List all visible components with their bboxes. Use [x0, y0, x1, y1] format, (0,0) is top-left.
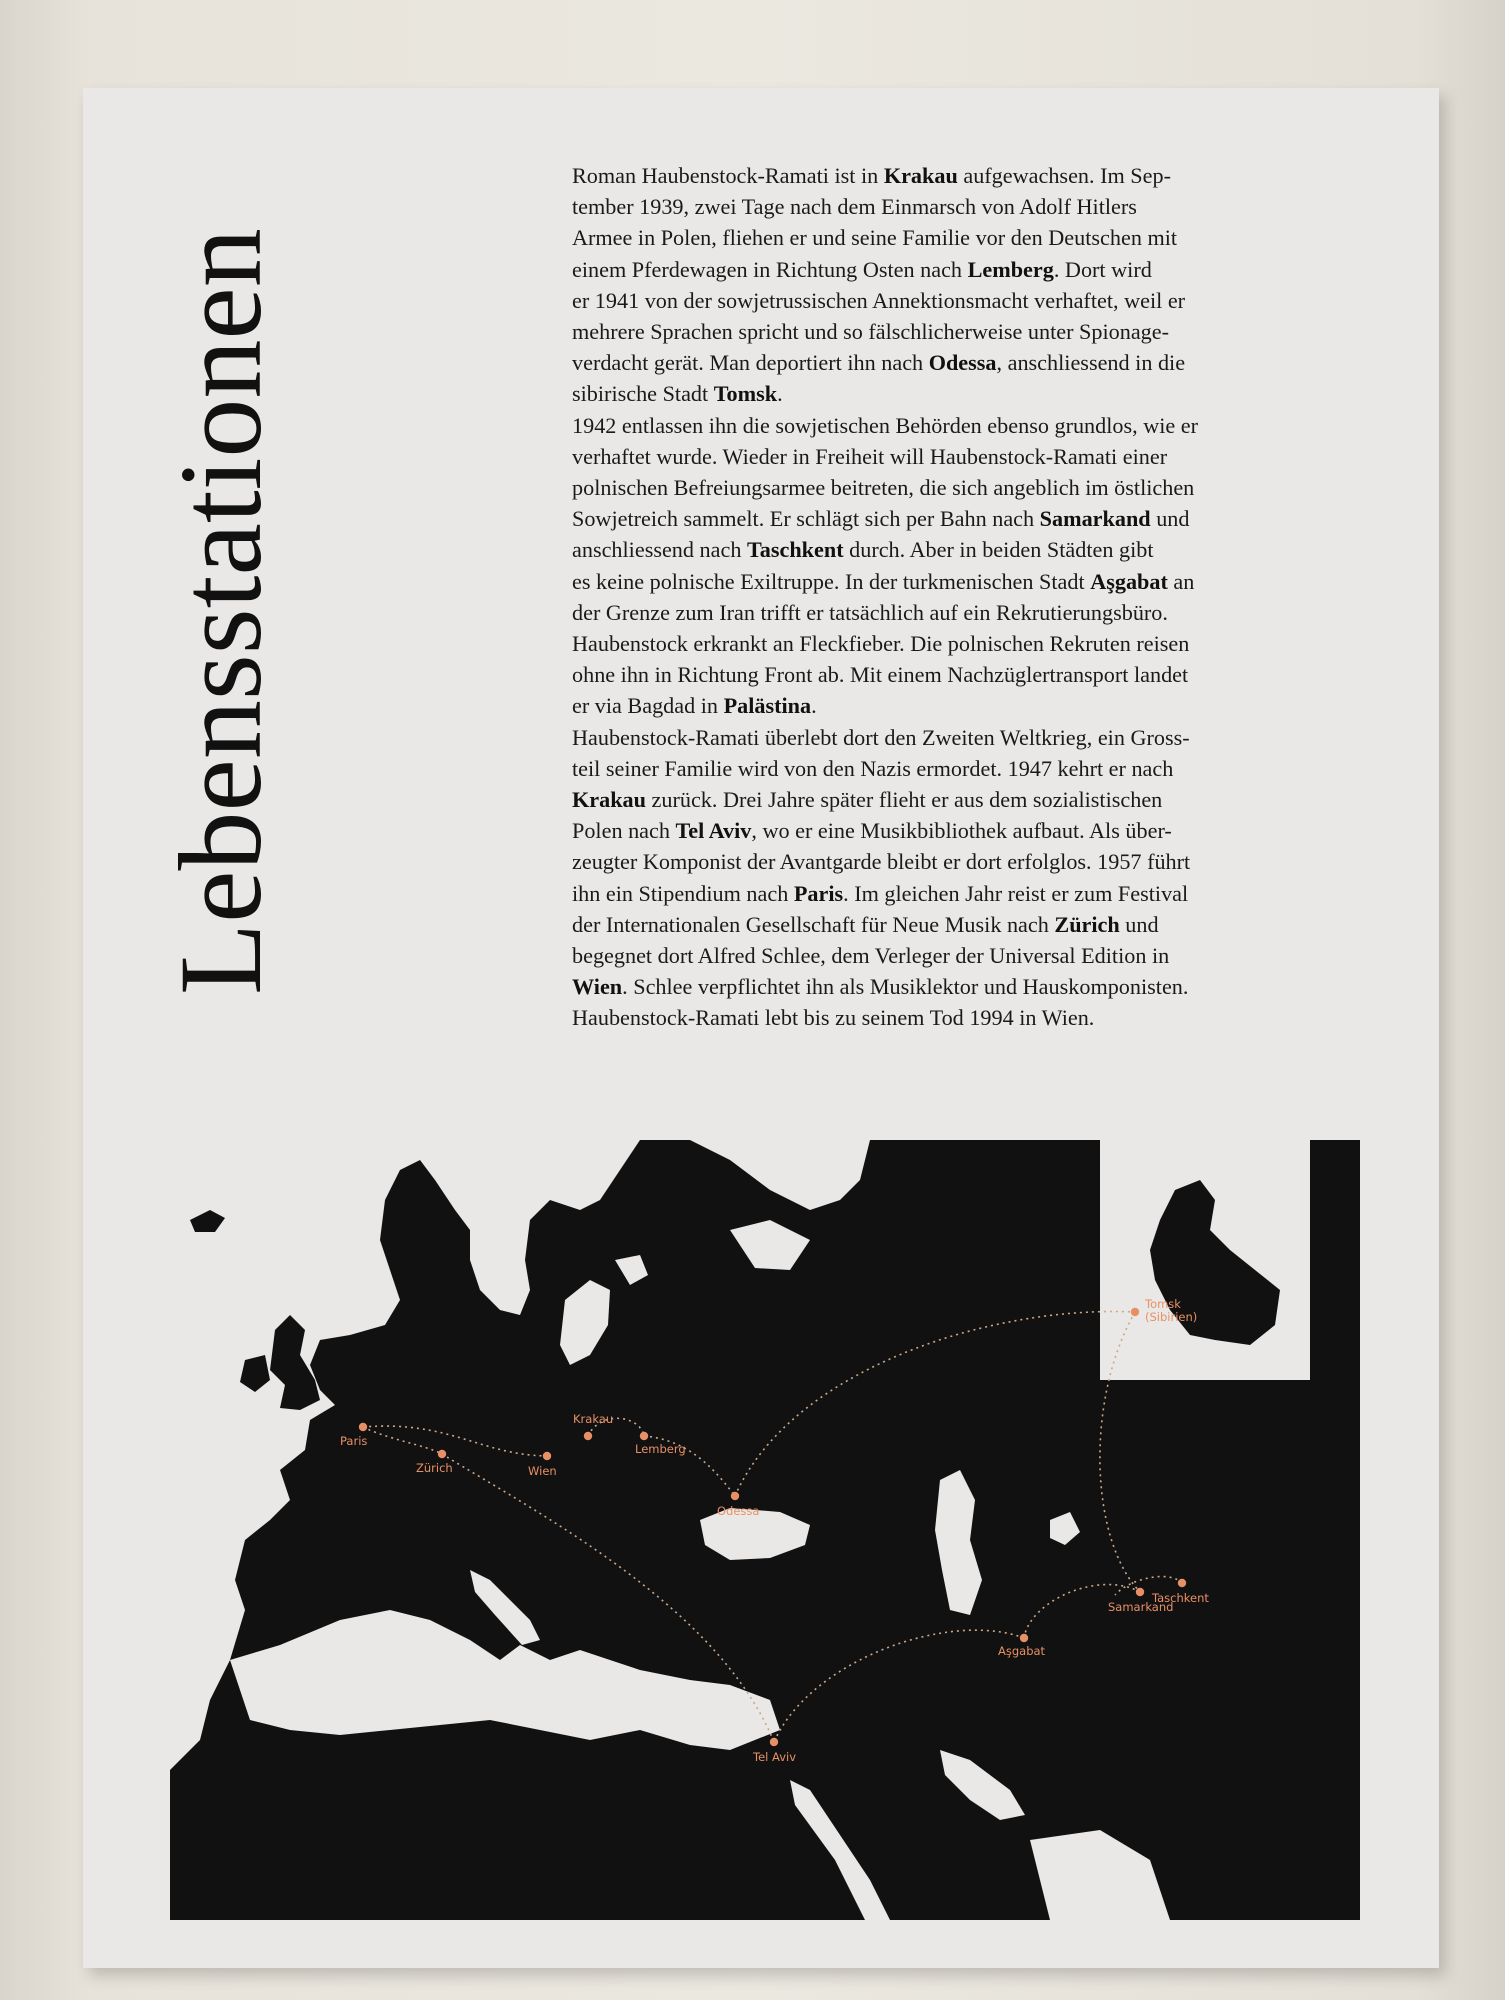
- city-label-krakau: Krakau: [573, 1412, 614, 1426]
- city-dot-krakau: [584, 1432, 592, 1440]
- city-dot-odessa: [731, 1492, 739, 1500]
- text-run: sibirische Stadt: [572, 381, 714, 407]
- text-run: Armee in Polen, fliehen er und seine Familie vor den Deutschen mit: [572, 225, 1178, 251]
- text-run: polnischen Befreiungsarmee beitreten, die sich angeblich im östlichen: [572, 475, 1195, 501]
- route-map: [170, 1140, 1370, 1920]
- text-run: verdacht gerät. Man deportiert ihn nach: [572, 350, 929, 376]
- city-label-paris: Paris: [340, 1434, 368, 1448]
- text-run: Haubenstock-Ramati überlebt dort den Zweiten Weltkrieg, ein Gross-: [572, 724, 1190, 750]
- text-run: der Internationalen Gesellschaft für Neue Musik nach: [572, 911, 1055, 937]
- city-label-asgabat: Aşgabat: [998, 1644, 1046, 1658]
- text-run: .: [811, 693, 817, 719]
- city-dot-lemberg: [640, 1432, 648, 1440]
- text-run: , wo er eine Musikbibliothek aufbaut. Als über-: [751, 818, 1172, 844]
- text-run: . Im gleichen Jahr reist er zum Festival: [843, 880, 1189, 906]
- place-name: Odessa: [928, 350, 997, 376]
- place-name: Krakau: [883, 163, 958, 188]
- text-run: der Grenze zum Iran trifft er tatsächlich auf ein Rekrutierungsbüro.: [572, 599, 1168, 625]
- text-run: .: [777, 381, 783, 407]
- text-run: Sowjetreich sammelt. Er schlägt sich per Bahn nach: [572, 506, 1040, 532]
- paragraph-2: [572, 410, 1372, 722]
- place-name: Aşgabat: [1090, 568, 1168, 594]
- text-run: Roman Haubenstock-Ramati ist in: [572, 163, 884, 188]
- city-dot-zurich: [438, 1450, 446, 1458]
- city-label-samarkand: Samarkand: [1108, 1600, 1174, 1614]
- city-label-lemberg: Lemberg: [635, 1442, 686, 1456]
- place-name: Krakau: [572, 787, 646, 813]
- text-run: Haubenstock erkrankt an Fleckfieber. Die polnischen Rekruten reisen: [572, 631, 1190, 657]
- text-run: und: [1150, 506, 1190, 532]
- place-name: Tomsk: [713, 381, 778, 407]
- place-name: Palästina: [723, 693, 812, 719]
- city-label-taschkent: Taschkent: [1152, 1591, 1209, 1605]
- place-name: Zürich: [1054, 911, 1120, 937]
- text-run: aufgewachsen. Im Sep-: [957, 163, 1171, 188]
- text-run: er via Bagdad in: [572, 693, 724, 719]
- text-run: ohne ihn in Richtung Front ab. Mit einem Nachzüglertransport landet: [572, 662, 1189, 688]
- paragraph-3: [572, 722, 1372, 1034]
- text-run: an: [1167, 568, 1195, 594]
- text-run: anschliessend nach: [572, 537, 747, 563]
- text-run: durch. Aber in beiden Städten gibt: [843, 537, 1154, 563]
- city-label-tomsk: Tomsk (Sibirien): [1145, 1297, 1198, 1324]
- text-run: es keine polnische Exiltruppe. In der turkmenischen Stadt: [572, 568, 1091, 594]
- text-run: einem Pferdewagen in Richtung Osten nach: [572, 256, 968, 282]
- text-run: teil seiner Familie wird von den Nazis ermordet. 1947 kehrt er nach: [572, 755, 1174, 781]
- place-name: Tel Aviv: [675, 818, 752, 844]
- text-run: Haubenstock-Ramati lebt bis zu seinem Tod 1994 in Wien.: [572, 1005, 1095, 1031]
- city-dot-samarkand: [1136, 1588, 1144, 1596]
- paragraph-1: [572, 160, 1372, 410]
- text-run: tember 1939, zwei Tage nach dem Einmarsch von Adolf Hitlers: [572, 194, 1137, 220]
- text-run: , anschliessend in die: [996, 350, 1186, 376]
- text-run: mehrere Sprachen spricht und so fälschlicherweise unter Spionage-: [572, 319, 1170, 345]
- place-name: Lemberg: [967, 256, 1054, 282]
- biography-text: [572, 160, 1372, 1034]
- place-name: Samarkand: [1039, 506, 1151, 532]
- city-dot-tomsk: [1131, 1308, 1139, 1316]
- city-dot-wien: [543, 1452, 551, 1460]
- city-label-wien: Wien: [528, 1464, 557, 1478]
- place-name: Taschkent: [746, 537, 844, 563]
- text-run: verhaftet wurde. Wieder in Freiheit will Haubenstock-Ramati einer: [572, 443, 1168, 469]
- city-label-odessa: Odessa: [717, 1504, 760, 1518]
- city-dot-taschkent: [1178, 1579, 1186, 1587]
- text-run: . Schlee verpflichtet ihn als Musiklektor und Hauskomponisten.: [622, 974, 1189, 1000]
- text-run: zeugter Komponist der Avantgarde bleibt er dort erfolglos. 1957 führt: [572, 849, 1191, 875]
- text-run: ihn ein Stipendium nach: [572, 880, 794, 906]
- city-label-telaviv: Tel Aviv: [753, 1750, 796, 1764]
- text-run: er 1941 von der sowjetrussischen Annektionsmacht verhaftet, weil er: [572, 287, 1186, 313]
- city-dot-telaviv: [770, 1738, 778, 1746]
- text-run: zurück. Drei Jahre später flieht er aus dem sozialistischen: [645, 787, 1163, 813]
- city-label-zurich: Zürich: [416, 1461, 453, 1475]
- city-dot-paris: [359, 1423, 367, 1431]
- city-dot-asgabat: [1020, 1634, 1028, 1642]
- text-run: . Dort wird: [1053, 256, 1152, 282]
- place-name: Wien: [572, 974, 623, 1000]
- place-name: Paris: [793, 880, 844, 906]
- text-run: 1942 entlassen ihn die sowjetischen Behörden ebenso grundlos, wie er: [572, 412, 1199, 438]
- text-run: begegnet dort Alfred Schlee, dem Verleger der Universal Edition in: [572, 943, 1170, 969]
- text-run: Polen nach: [572, 818, 676, 844]
- panel-title: Lebensstationen: [155, 228, 286, 995]
- text-run: und: [1119, 911, 1159, 937]
